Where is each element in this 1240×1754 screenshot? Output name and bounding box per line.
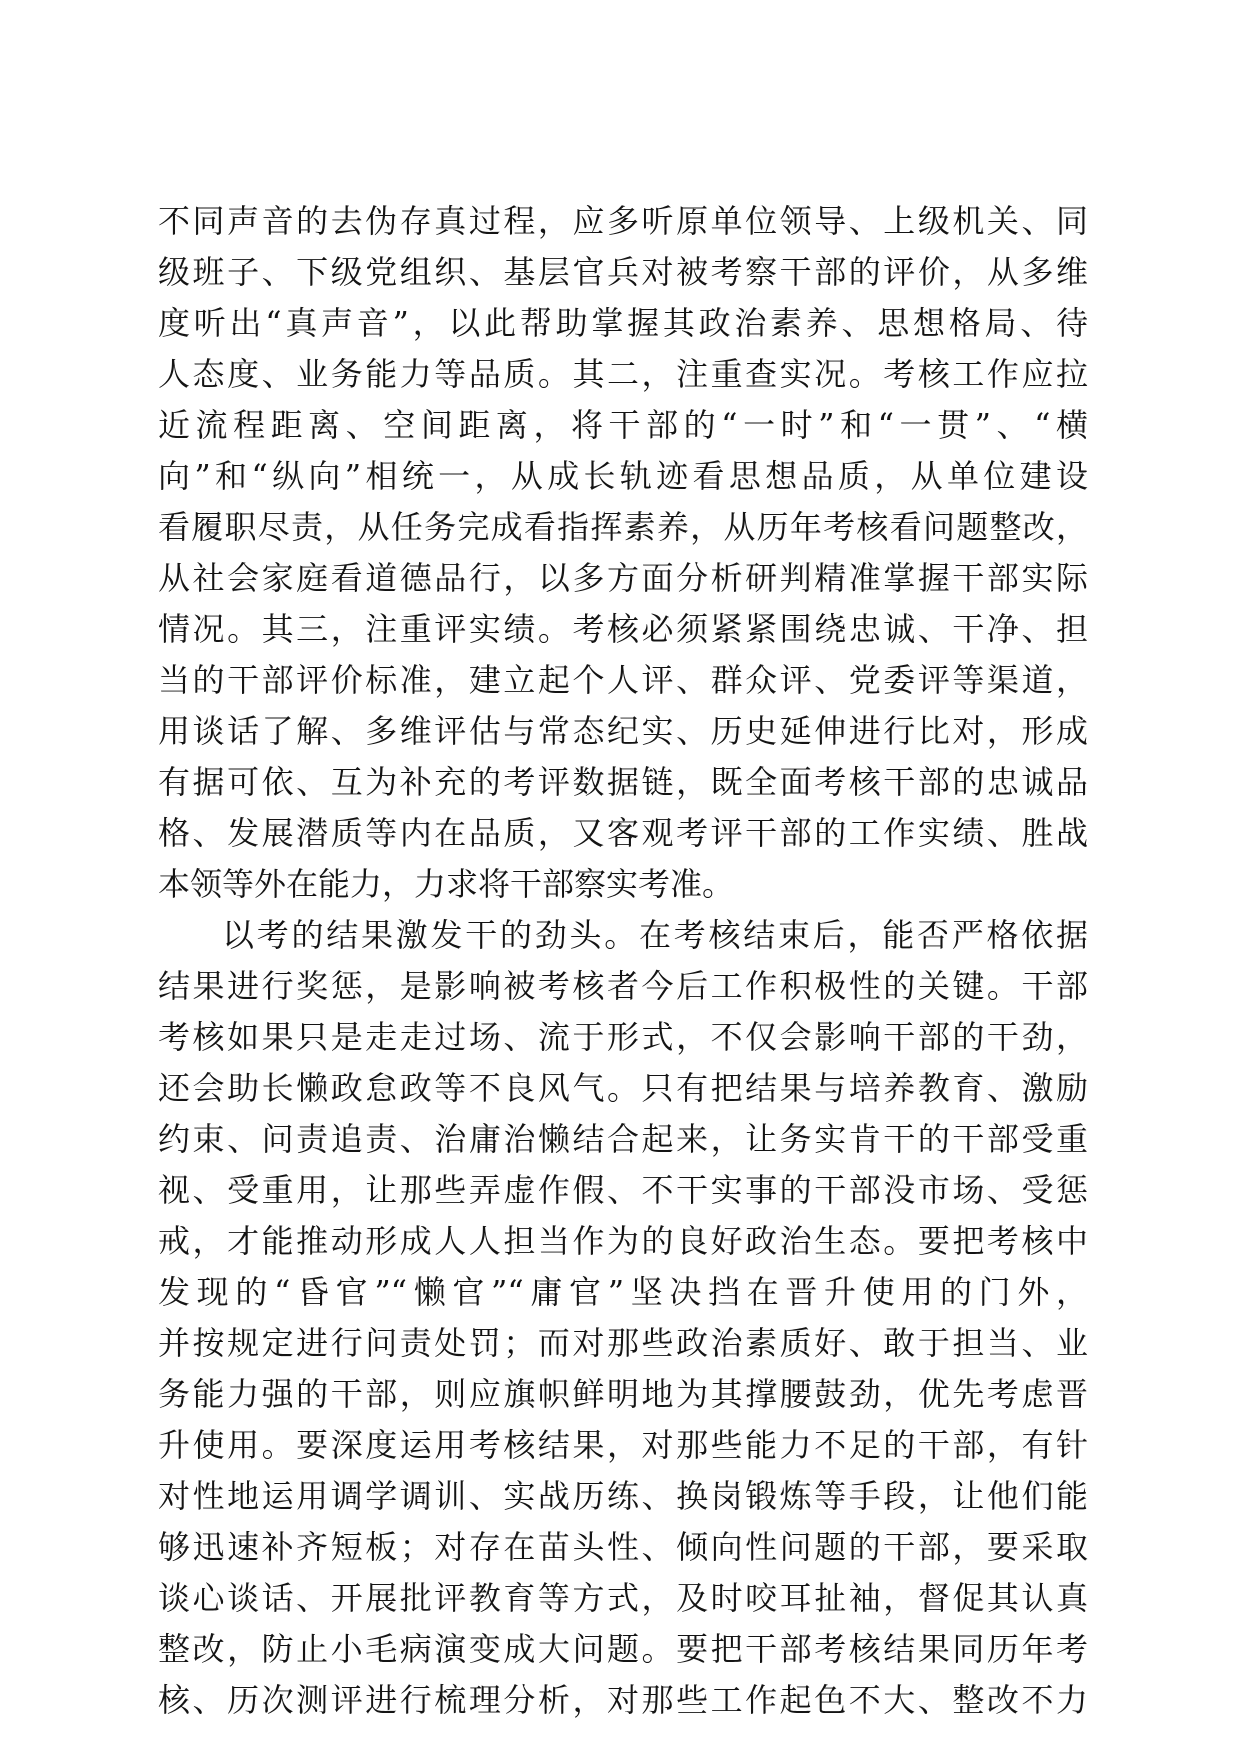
text-line: 对性地运用调学调训、实战历练、换岗锻炼等手段，让他们能: [158, 1477, 1088, 1515]
text-line: 够迅速补齐短板；对存在苗头性、倾向性问题的干部，要采取: [158, 1528, 1088, 1566]
text-line: 发现的“昏官”“懒官”“庸官”坚决挡在晋升使用的门外，: [158, 1273, 1088, 1311]
text-line: 情况。其三，注重评实绩。考核必须紧紧围绕忠诚、干净、担: [158, 610, 1088, 648]
text-line: 还会助长懒政怠政等不良风气。只有把结果与培养教育、激励: [158, 1069, 1088, 1107]
text-line: 从社会家庭看道德品行，以多方面分析研判精准掌握干部实际: [158, 559, 1088, 597]
text-line: 向”和“纵向”相统一，从成长轨迹看思想品质，从单位建设: [158, 457, 1088, 495]
text-line: 有据可依、互为补充的考评数据链，既全面考核干部的忠诚品: [158, 763, 1088, 801]
text-line: 核、历次测评进行梳理分析，对那些工作起色不大、整改不力: [158, 1681, 1088, 1719]
text-line: 升使用。要深度运用考核结果，对那些能力不足的干部，有针: [158, 1426, 1088, 1464]
text-line: 戒，才能推动形成人人担当作为的良好政治生态。要把考核中: [158, 1222, 1088, 1260]
text-line: 级班子、下级党组织、基层官兵对被考察干部的评价，从多维: [158, 253, 1088, 291]
text-line: 看履职尽责，从任务完成看指挥素养，从历年考核看问题整改，: [158, 508, 1088, 546]
paragraph-1: [158, 196, 1088, 910]
text-line: 度听出“真声音”，以此帮助掌握其政治素养、思想格局、待: [158, 304, 1088, 342]
document-body: [158, 196, 1088, 1726]
text-line: 考核如果只是走走过场、流于形式，不仅会影响干部的干劲，: [158, 1018, 1088, 1056]
text-line: 格、发展潜质等内在品质，又客观考评干部的工作实绩、胜战: [158, 814, 1088, 852]
text-line: 以考的结果激发干的劲头。在考核结束后，能否严格依据: [222, 916, 1088, 954]
text-line: 整改，防止小毛病演变成大问题。要把干部考核结果同历年考: [158, 1630, 1088, 1668]
text-line: 用谈话了解、多维评估与常态纪实、历史延伸进行比对，形成: [158, 712, 1088, 750]
text-line: 当的干部评价标准，建立起个人评、群众评、党委评等渠道，: [158, 661, 1088, 699]
text-line: 近流程距离、空间距离，将干部的“一时”和“一贯”、“横: [158, 406, 1088, 444]
text-line: 视、受重用，让那些弄虚作假、不干实事的干部没市场、受惩: [158, 1171, 1088, 1209]
text-line: 不同声音的去伪存真过程，应多听原单位领导、上级机关、同: [158, 202, 1088, 240]
text-line: 谈心谈话、开展批评教育等方式，及时咬耳扯袖，督促其认真: [158, 1579, 1088, 1617]
text-line: 人态度、业务能力等品质。其二，注重查实况。考核工作应拉: [158, 355, 1088, 393]
paragraph-2: [158, 910, 1088, 1726]
text-line: 并按规定进行问责处罚；而对那些政治素质好、敢于担当、业: [158, 1324, 1088, 1362]
text-line: 务能力强的干部，则应旗帜鲜明地为其撑腰鼓劲，优先考虑晋: [158, 1375, 1088, 1413]
text-line: 约束、问责追责、治庸治懒结合起来，让务实肯干的干部受重: [158, 1120, 1088, 1158]
text-line: 结果进行奖惩，是影响被考核者今后工作积极性的关键。干部: [158, 967, 1088, 1005]
text-line: 本领等外在能力，力求将干部察实考准。: [158, 865, 735, 903]
